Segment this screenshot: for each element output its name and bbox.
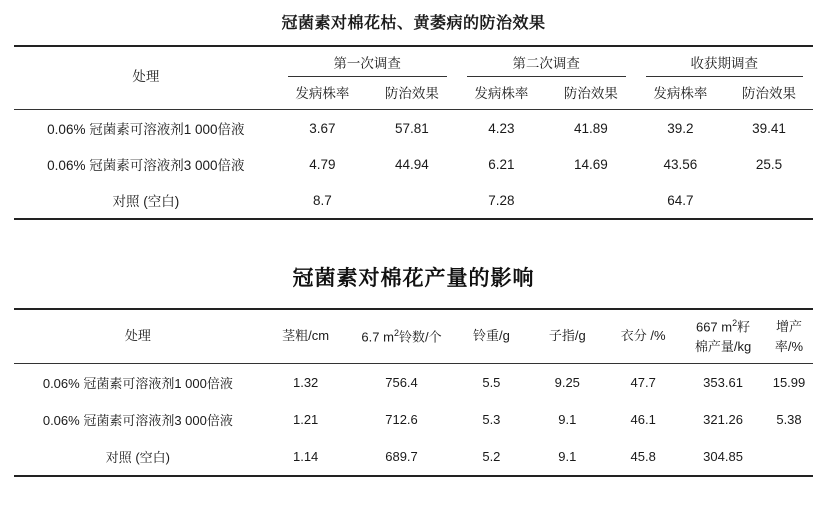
table1-row-1-val-4: 43.56 bbox=[663, 156, 698, 172]
table-row bbox=[14, 364, 813, 402]
table2-header-increase-line2: 率/% bbox=[774, 338, 804, 354]
table1-row-1-label: 0.06% 冠菌素可溶液剂3 000倍液 bbox=[47, 158, 245, 173]
table1-row-2-val-3 bbox=[546, 182, 635, 219]
table1-row-0-val-2: 4.23 bbox=[488, 120, 515, 136]
table1-wrapper bbox=[14, 45, 813, 220]
table2-header-increase bbox=[765, 309, 813, 364]
table2-row-1-val-1: 712.6 bbox=[385, 412, 418, 428]
table2-header-yield-sup: 2 bbox=[732, 318, 738, 328]
table2-header-row bbox=[14, 309, 813, 364]
table1-subheader-2: 防治效果 bbox=[384, 86, 439, 101]
table2-header-yield-line1 bbox=[683, 317, 763, 337]
table1-title: 冠菌素对棉花枯、黄萎病的防治效果 bbox=[281, 15, 546, 32]
table2-row-1-val-2: 5.3 bbox=[482, 412, 501, 428]
table1-row-2-val-0: 8.7 bbox=[313, 192, 332, 208]
table1-row-2-val-5 bbox=[725, 182, 813, 219]
table1-row-0-val-0: 3.67 bbox=[309, 120, 336, 136]
table2-row-0-val-1: 756.4 bbox=[385, 375, 418, 391]
table2-header-yield-a: 667 m bbox=[695, 319, 733, 335]
table2-row-1-val-5: 321.26 bbox=[703, 412, 743, 428]
table1-row-0-val-3: 41.89 bbox=[573, 120, 608, 136]
table2-header-boll-weight: 铃重/g bbox=[472, 328, 510, 344]
table2-row-0-val-0: 1.32 bbox=[292, 375, 319, 391]
table2 bbox=[14, 308, 813, 477]
table-row bbox=[14, 401, 813, 438]
table2-row-1-val-6: 5.38 bbox=[776, 412, 802, 428]
table1-subheader-4: 防治效果 bbox=[563, 86, 618, 101]
table2-header-bolls-a: 6.7 m bbox=[361, 328, 394, 344]
table1-row-0-label: 0.06% 冠菌素可溶液剂1 000倍液 bbox=[47, 122, 245, 137]
table1-header-row-groups bbox=[14, 46, 813, 76]
table1-group-3: 收获期调查 bbox=[690, 56, 759, 71]
table2-row-0-val-5: 353.61 bbox=[703, 375, 743, 391]
table2-header-yield bbox=[681, 309, 765, 364]
table1-group-2: 第二次调查 bbox=[512, 56, 580, 71]
table2-header-bolls bbox=[350, 309, 454, 364]
table1-row-1-val-2: 6.21 bbox=[488, 156, 515, 172]
table1-row-0-val-5: 39.41 bbox=[752, 120, 786, 136]
table2-row-1-val-3: 9.1 bbox=[558, 412, 577, 428]
table2-row-2-val-0: 1.14 bbox=[292, 449, 319, 465]
table2-header-yield-line2: 棉产量/kg bbox=[694, 338, 752, 354]
table2-row-1-val-0: 1.21 bbox=[292, 412, 319, 428]
table1-subheader-1: 发病株率 bbox=[295, 86, 350, 101]
table2-wrapper bbox=[14, 308, 813, 477]
table2-row-0-val-3: 9.25 bbox=[554, 375, 580, 391]
table2-header-bolls-sup: 2 bbox=[393, 327, 399, 338]
table2-header-lint: 衣分 /% bbox=[620, 328, 666, 344]
table1-row-2-val-1 bbox=[367, 182, 456, 219]
table-row bbox=[14, 182, 813, 219]
table1-group-1: 第一次调查 bbox=[333, 56, 401, 71]
table2-row-1-val-4: 46.1 bbox=[630, 412, 656, 428]
table1-row-2-label: 对照 (空白) bbox=[112, 194, 180, 209]
table2-row-0-label: 0.06% 冠菌素可溶液剂1 000倍液 bbox=[42, 376, 233, 392]
table2-row-2-val-5: 304.85 bbox=[703, 449, 743, 465]
table2-row-2-val-6 bbox=[765, 438, 813, 476]
table1-row-2-val-4: 64.7 bbox=[667, 192, 694, 208]
table1-row-1-val-5: 25.5 bbox=[755, 156, 783, 172]
table2-row-1-label: 0.06% 冠菌素可溶液剂3 000倍液 bbox=[42, 413, 233, 429]
table2-row-2-val-1: 689.7 bbox=[385, 449, 418, 465]
table-row bbox=[14, 110, 813, 147]
table2-row-2-val-2: 5.2 bbox=[482, 449, 501, 465]
table1-header-treatment: 处理 bbox=[132, 69, 160, 84]
table2-row-0-val-6: 15.99 bbox=[772, 375, 806, 391]
table1-subheader-6: 防治效果 bbox=[742, 86, 797, 101]
table1-row-1-val-3: 14.69 bbox=[573, 156, 608, 172]
table1-subheader-3: 发病株率 bbox=[474, 86, 529, 101]
table1-row-1-val-0: 4.79 bbox=[309, 156, 336, 172]
table2-header-bolls-b: 铃数/个 bbox=[398, 328, 442, 344]
table2-row-0-val-2: 5.5 bbox=[482, 375, 501, 391]
table2-header-treatment: 处理 bbox=[124, 328, 151, 344]
table2-header-yield-b: 籽 bbox=[737, 319, 751, 335]
table-row bbox=[14, 438, 813, 476]
table2-header-seed-index: 子指/g bbox=[548, 328, 586, 344]
table2-title: 冠菌素对棉花产量的影响 bbox=[292, 267, 535, 290]
table2-header-increase-line1: 增产 bbox=[775, 319, 802, 335]
table2-row-2-label: 对照 (空白) bbox=[105, 450, 170, 466]
table1-row-0-val-1: 57.81 bbox=[394, 120, 429, 136]
table-row bbox=[14, 146, 813, 182]
table1 bbox=[14, 45, 813, 220]
table2-row-2-val-4: 45.8 bbox=[630, 449, 656, 465]
table2-header-stem: 茎粗/cm bbox=[282, 328, 330, 344]
table1-row-0-val-4: 39.2 bbox=[667, 120, 694, 136]
table1-subheader-5: 发病株率 bbox=[653, 86, 708, 101]
table2-row-0-val-4: 47.7 bbox=[630, 375, 656, 391]
table1-row-2-val-2: 7.28 bbox=[488, 192, 515, 208]
table2-row-2-val-3: 9.1 bbox=[558, 449, 577, 465]
table1-row-1-val-1: 44.94 bbox=[394, 156, 429, 172]
